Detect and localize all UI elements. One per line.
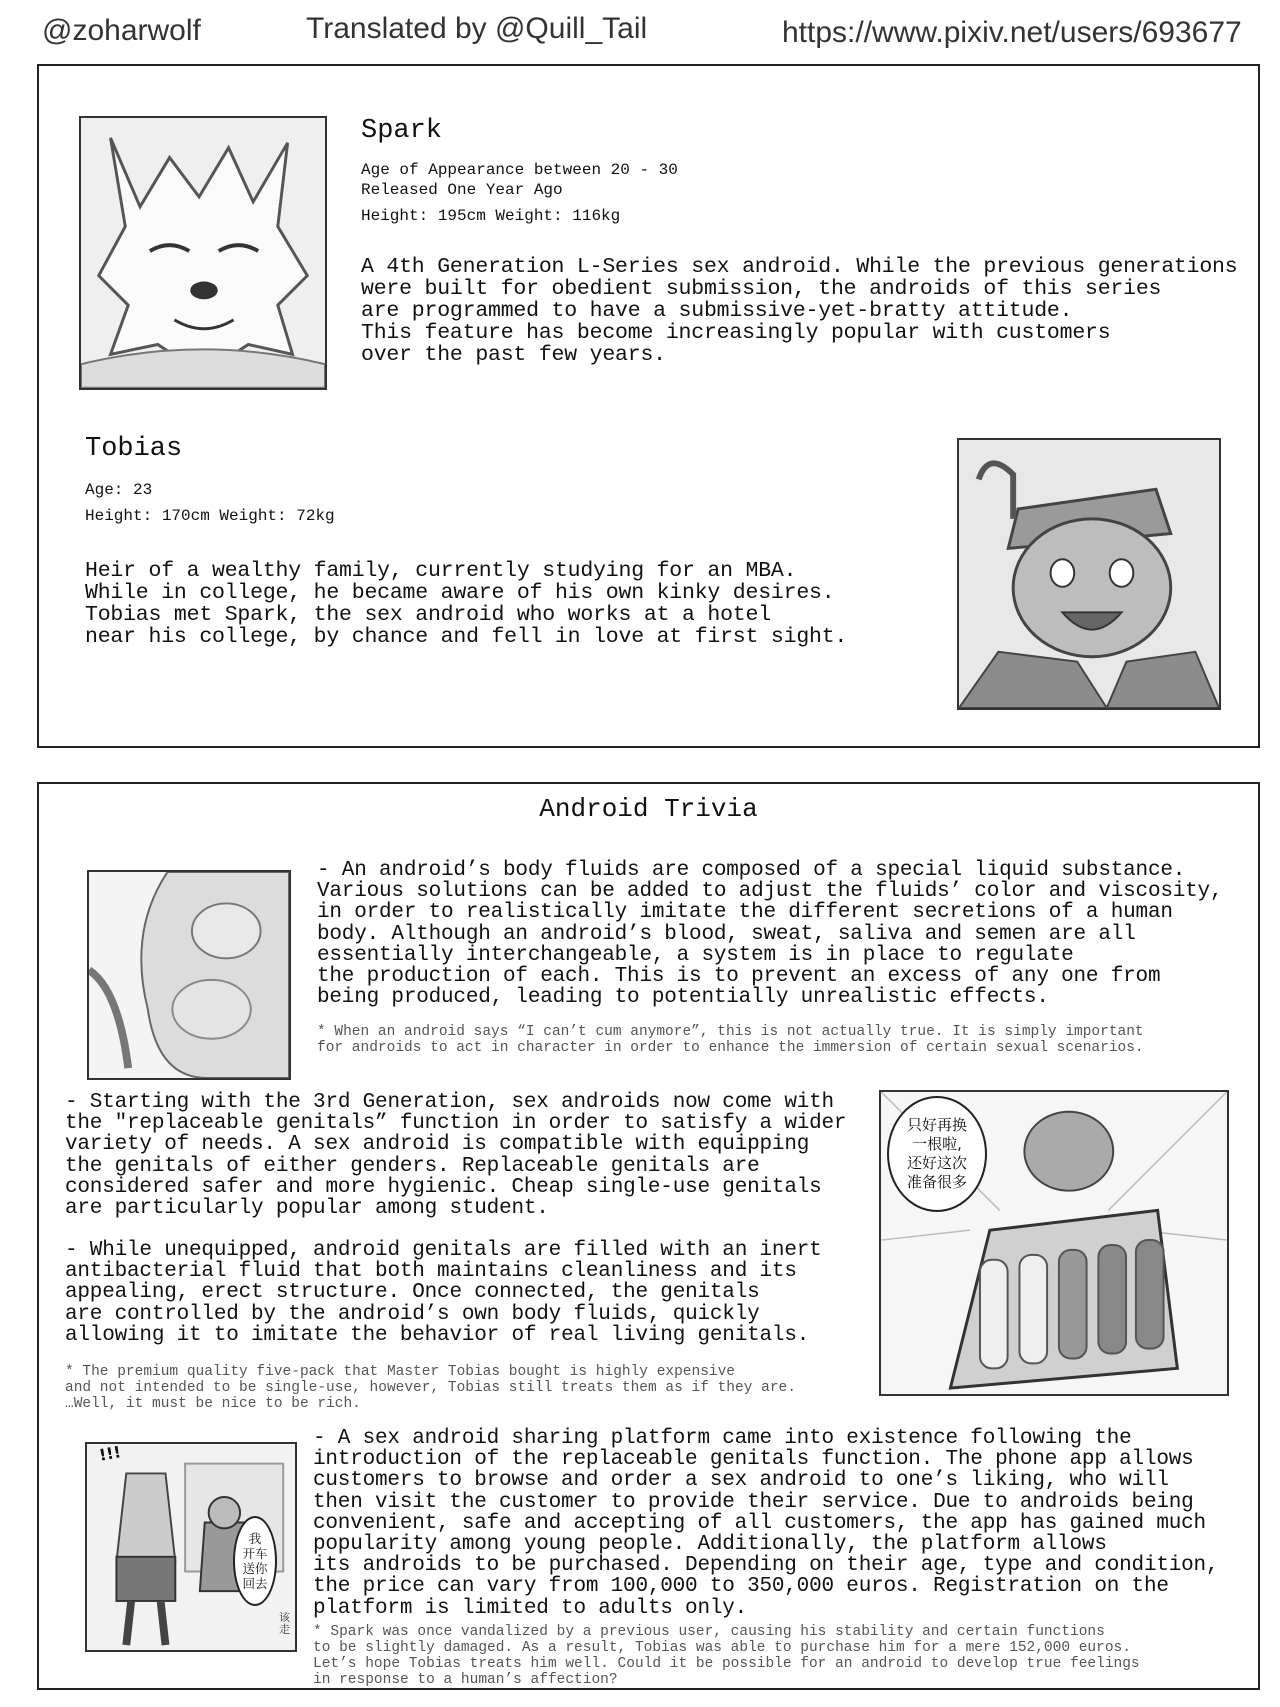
trivia-fluids-note: * When an android says “I can’t cum anymore”, this is not actually true. It is simply important for androids to act in character in order to enhance the immersion of certain sexual scenarios.: [317, 1024, 1144, 1056]
tobias-stats: Height: 170cm Weight: 72kg: [85, 507, 335, 525]
pixiv-url[interactable]: https://www.pixiv.net/users/693677: [782, 16, 1242, 49]
tobias-name: Tobias: [85, 434, 183, 464]
muscular-torso-icon: [89, 872, 289, 1078]
spark-name: Spark: [361, 116, 443, 146]
tobias-portrait-image: [957, 438, 1221, 710]
tobias-description: Heir of a wealthy family, currently studying for an MBA. While in college, he became aware of his own kinky desires. Tobias met Spark, the sex android who works at a hotel near his college, by chance and fell in love at first sight.: [85, 559, 848, 649]
speech-bubble-platform: 我 开车 送你 回去: [233, 1516, 277, 1606]
exclamation-sfx: !!!: [97, 1442, 123, 1465]
trivia-image-fluids: [87, 870, 291, 1080]
trivia-platform-text: - A sex android sharing platform came into existence following the introduction of the replaceable genitals function. The phone app allows customers to browse and order a sex android to one’s liking, who will then visit the customer to provide their service. Due to androids being convenient, safe and accepting of all customers, the app has gained much popularity among young people. Additionally, the platform allows its androids to be purchased. Depending on their age, type and condition, the price can vary from 100,000 to 350,000 euros. Registration on the platform is limited to adults only.: [313, 1427, 1219, 1620]
trivia-panel: [37, 782, 1260, 1690]
trivia-genitals-text: - Starting with the 3rd Generation, sex androids now come with the "replaceable genitals” function in order to satisfy a wider variety of needs. A sex android is compatible with equipping the genitals of either genders. Replaceable genitals are considered safer and more hygienic. Cheap single-use genitals are particularly popular among student.: [65, 1091, 847, 1221]
trivia-platform-note: * Spark was once vandalized by a previous user, causing his stability and certain functions to be slightly damaged. As a result, Tobias was able to purchase him for a mere 152,000 euros. Let’s hope Tobias treats him well. Could it be possible for an android to develop true feelings in response to a human’s affection?: [313, 1624, 1140, 1688]
spark-description: A 4th Generation L-Series sex android. While the previous generations were built for obedient submission, the androids of this series are programmed to have a submissive-yet-bratty attitude. This feature has become increasingly popular with customers over the past few years.: [361, 255, 1238, 367]
trivia-unequipped-text: - While unequipped, android genitals are filled with an inert antibacterial fluid that both maintains cleanliness and its appealing, erect structure. Once connected, the genitals are controlled by the android’s own body fluids, quickly allowing it to imitate the behavior of real living genitals.: [65, 1239, 822, 1347]
spark-age: Age of Appearance between 20 - 30: [361, 161, 678, 179]
tobias-age: Age: 23: [85, 481, 153, 499]
trivia-fivepack-note: * The premium quality five-pack that Master Tobias bought is highly expensive and not intended to be single-use, however, Tobias still treats them as if they are. …Well, it must be nice to be rich.: [65, 1364, 796, 1412]
wolf-portrait-icon: [81, 118, 325, 388]
spark-released: Released One Year Ago: [361, 181, 563, 199]
spark-portrait-image: [79, 116, 327, 390]
translator-credit: Translated by @Quill_Tail: [306, 12, 648, 45]
trivia-title: Android Trivia: [539, 794, 758, 824]
tiger-portrait-icon: [959, 440, 1219, 708]
profile-panel: [37, 64, 1260, 748]
author-handle: @zoharwolf: [42, 14, 201, 47]
speech-bubble-fivepack: 只好再换 一根啦, 还好这次 准备很多: [887, 1096, 987, 1212]
scene-side-text: 该 走: [279, 1611, 290, 1636]
trivia-fluids-text: - An android’s body fluids are composed of a special liquid substance. Various solutions can be added to adjust the fluids’ color and viscosity, in order to realistically imitate the different secretions of a human body. Although an android’s blood, sweat, saliva and semen are all essentially interchangeable, a system is in place to regulate the production of each. This is to prevent an excess of any one from being produced, leading to potentially unrealistic effects.: [317, 859, 1223, 1010]
spark-stats: Height: 195cm Weight: 116kg: [361, 207, 621, 225]
